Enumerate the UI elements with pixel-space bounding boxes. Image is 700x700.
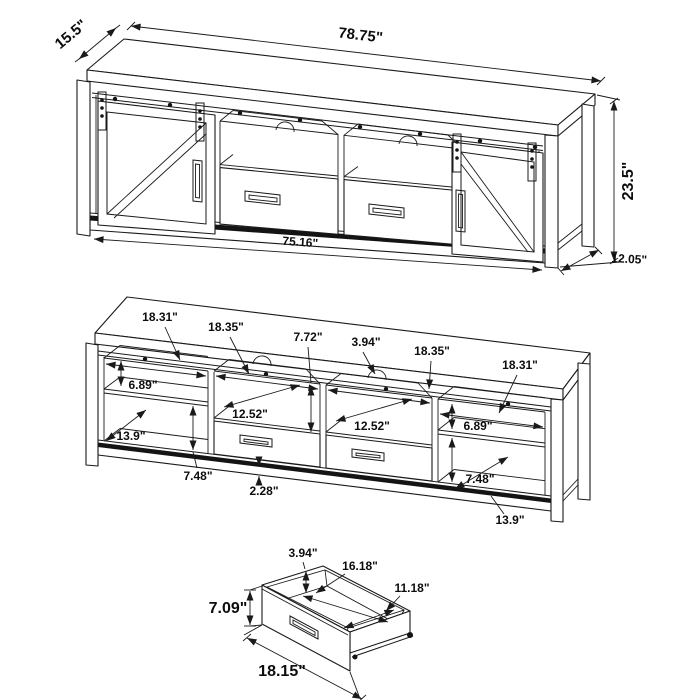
dim-label-base-rail-height: 2.28" bbox=[249, 484, 279, 498]
dim-label-left-drawer-width: 12.52" bbox=[232, 407, 268, 421]
drawer-left[interactable] bbox=[220, 168, 338, 235]
dim-label-bay4-width: 18.31" bbox=[502, 358, 538, 372]
dim-label-right-drawer-width: 12.52" bbox=[354, 419, 390, 433]
dim-label-side-height: 23.5" bbox=[620, 161, 637, 201]
dim-label-left-shelf-depth: 13.9" bbox=[116, 429, 146, 443]
dim-label-left-lower-shelf-height: 7.48" bbox=[183, 469, 213, 483]
assembled-console-view bbox=[0, 0, 700, 289]
dim-left-upper-shelf-height bbox=[121, 361, 158, 392]
dim-label-bay1-width: 18.31" bbox=[142, 310, 178, 324]
dim-label-outer-width: 18.15" bbox=[258, 663, 306, 680]
dim-label-side-height: 3.94" bbox=[288, 546, 318, 560]
dim-left-shelf-depth bbox=[106, 410, 146, 443]
bay4-shelf-compartment bbox=[438, 387, 545, 483]
dim-label-top-width: 78.75" bbox=[337, 24, 384, 47]
dim-label-top-depth: 15.5" bbox=[51, 16, 91, 53]
dim-label-front-height: 7.09" bbox=[208, 600, 248, 617]
dim-label-bay3-width: 18.35" bbox=[414, 344, 450, 358]
dim-label-right-upper-shelf-height: 6.89" bbox=[463, 419, 493, 433]
dim-label-bottom-inner-width: 75.16" bbox=[281, 233, 319, 251]
dim-label-right-shelf-depth: 13.9" bbox=[495, 513, 525, 527]
dim-label-right-lower-shelf-height: 7.48" bbox=[465, 472, 495, 486]
dim-bottom-depth bbox=[558, 247, 647, 275]
dim-right-drawer-width bbox=[336, 399, 412, 433]
dim-label-grommet-width: 3.94" bbox=[351, 335, 381, 349]
dim-label-opening-height: 7.72" bbox=[293, 330, 323, 344]
cable-grommet-icon bbox=[399, 136, 417, 146]
drawer-detail-view bbox=[0, 540, 700, 700]
barn-door-right[interactable] bbox=[452, 134, 543, 262]
dim-front-height bbox=[209, 586, 262, 626]
dim-right-lower-shelf-height bbox=[452, 438, 495, 486]
barn-door-left[interactable] bbox=[98, 92, 215, 234]
dim-left-drawer-width bbox=[224, 385, 300, 421]
cable-grommet-icon bbox=[276, 122, 294, 132]
dim-label-inner-width: 16.18" bbox=[342, 559, 378, 573]
dim-label-left-upper-shelf-height: 6.89" bbox=[128, 378, 158, 392]
dim-label-bottom-depth: 12.05" bbox=[611, 251, 648, 267]
open-console-view bbox=[0, 289, 700, 534]
dim-label-bay2-width: 18.35" bbox=[208, 320, 244, 334]
dim-label-inner-depth: 11.18" bbox=[394, 581, 430, 595]
dim-right-upper-shelf-height bbox=[452, 404, 493, 433]
drawer-right[interactable] bbox=[344, 180, 462, 245]
